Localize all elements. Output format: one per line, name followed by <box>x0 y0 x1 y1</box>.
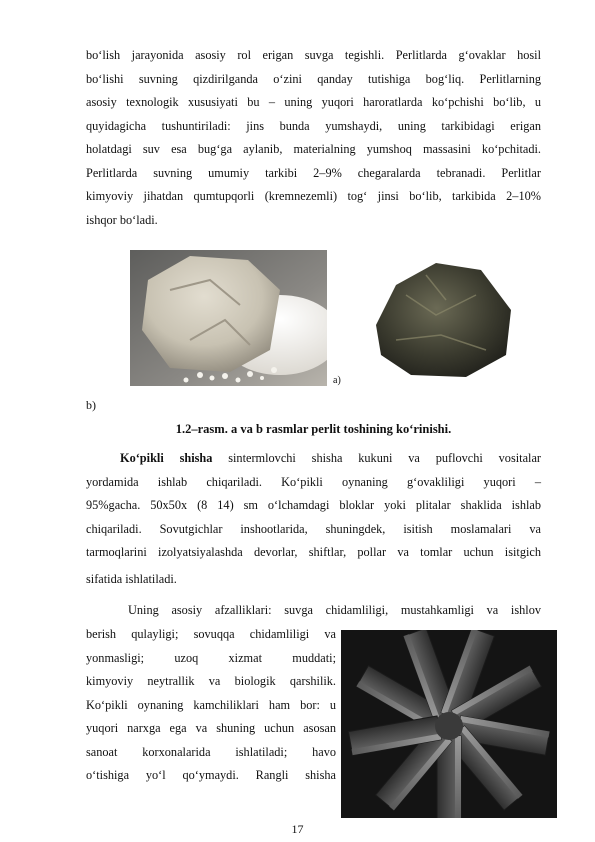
foam-glass-blocks-photo <box>341 630 557 818</box>
text-line: asosiy texnologik xususiyati bu – uning yuqori haroratlarda ko‘pchishi bo‘lib, u <box>86 95 541 109</box>
text-line: sifatida ishlatiladi. <box>86 571 177 586</box>
paragraph-advantages <box>86 623 336 788</box>
text-line: yonmasligi; uzoq xizmat muddati; <box>86 650 336 665</box>
figure-caption: 1.2–rasm. a va b rasmlar perlit toshining ko‘rinishi. <box>175 422 452 436</box>
text-line: chiqariladi. Sovutgichlar inshootlarida, shuningdek, isitish moslamalari va <box>86 521 541 536</box>
figure-label-b: b) <box>86 398 96 412</box>
paragraph-perlite <box>86 44 541 232</box>
paragraph-advantages-lead <box>86 599 541 623</box>
text-line <box>86 447 541 471</box>
bold-term: Ko‘pikli shisha <box>120 451 213 465</box>
text-line: bo‘lishi suvning qizdirilganda o‘zini qanday tutishiga bog‘liq. Perlitlarning <box>86 71 541 86</box>
text-line: quyidagicha tushuntiriladi: jins bunda yumshaydi, uning tarkibidagi erigan <box>86 118 541 133</box>
text-line: sanoat korxonalarida ishlatiladi; havo <box>86 744 336 759</box>
text-line: yordamida ishlab chiqariladi. Ko‘pikli oynaning g‘ovakliligi yuqori – <box>86 474 541 489</box>
text-line: ishqor bo‘ladi. <box>86 212 158 227</box>
text-line: o‘tishiga yo‘l qo‘ymaydi. Rangli shisha <box>86 768 336 782</box>
perlite-rock-photo <box>130 250 327 386</box>
text-line: Perlitlarda suvning umumiy tarkibi 2–9% chegaralarda tebranadi. Perlitlar <box>86 165 541 180</box>
figure-label-a: a) <box>333 375 341 386</box>
text-line: Ko‘pikli oynaning kamchiliklari ham bor: u <box>86 697 336 712</box>
text-line: bo‘lish jarayonida asosiy rol erigan suvga tegishli. Perlitlarda g‘ovaklar hosil <box>86 48 541 62</box>
text-line: Uning asosiy afzalliklari: suvga chidamliligi, mustahkamligi va ishlov <box>128 603 541 617</box>
text-line: berish qulayligi; sovuqqa chidamliligi va <box>86 627 336 641</box>
text-line: yuqori narxga ega va shuning uchun asosan <box>86 721 336 735</box>
dark-perlite-rock-photo <box>366 255 518 383</box>
page-number: 17 <box>291 822 304 836</box>
text-line: holatdagi suv esa bug‘ga aylanib, materialning yumshoq massasini ko‘pchitadi. <box>86 142 541 156</box>
text-line: kimyoviy jihatdan qumtupqorli (kremnezemli) tog‘ jinsi bo‘lib, tarkibida 2–10% <box>86 189 541 203</box>
text-span: sintermlovchi shisha kukuni va puflovchi vositalar <box>212 451 542 465</box>
paragraph-foam-glass <box>86 447 541 591</box>
text-line: kimyoviy neytrallik va biologik qarshilik. <box>86 674 336 688</box>
text-line: 95%gacha. 50x50x (8 14) sm o‘lchamdagi bloklar yoki plitalar shaklida ishlab <box>86 498 541 512</box>
text-line: tarmoqlarini izolyatsiyalashda devorlar, shiftlar, pollar va tomlar uchun isitgich <box>86 545 541 559</box>
